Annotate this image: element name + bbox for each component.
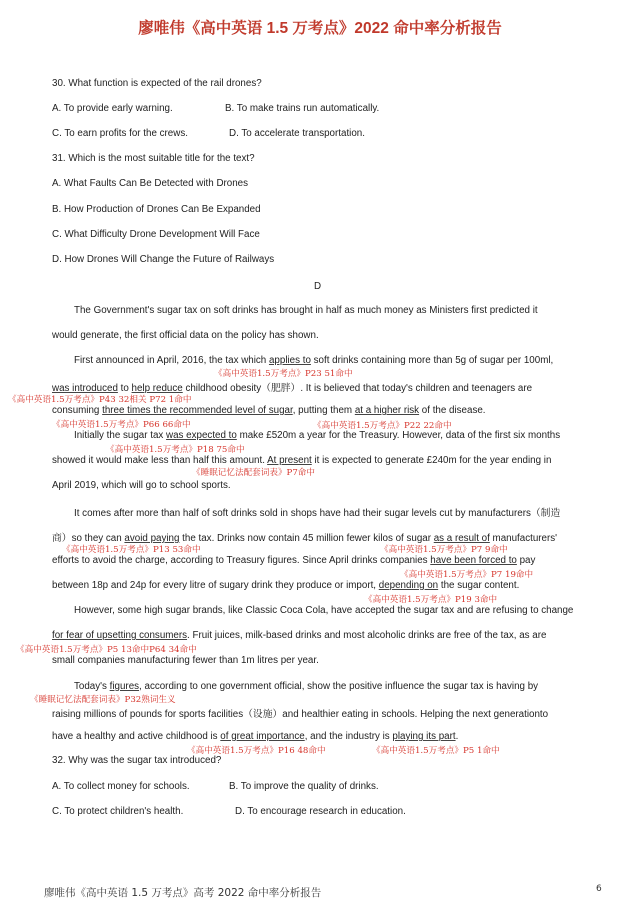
highlight-phrase: was introduced bbox=[52, 383, 118, 394]
question-30-option-a: A. To provide early warning. bbox=[52, 103, 173, 114]
question-32-option-d: D. To encourage research in education. bbox=[235, 806, 406, 817]
hit-note: 《高中英语1.5万考点》P5 1命中 bbox=[372, 746, 500, 756]
highlight-phrase: as a result of bbox=[433, 533, 490, 544]
highlight-phrase: have been forced to bbox=[430, 555, 517, 566]
passage-line: First announced in April, 2016, the tax which applies to soft drinks containing more than 5g of sugar per 100ml, bbox=[74, 355, 554, 366]
passage-line: small companies manufacturing fewer than 1m litres per year. bbox=[52, 655, 319, 666]
question-32-option-a: A. To collect money for schools. bbox=[52, 781, 190, 792]
passage-line: raising millions of pounds for sports facilities（设施）and healthier eating in schools. Helping the next generationto bbox=[52, 709, 549, 720]
highlight-phrase: three times the recommended level of sugar bbox=[102, 405, 293, 416]
question-32-option-c: C. To protect children's health. bbox=[52, 806, 184, 817]
hit-note: 《高中英语1.5万考点》P18 75命中 bbox=[106, 445, 245, 455]
question-31-option-b: B. How Production of Drones Can Be Expanded bbox=[52, 204, 261, 215]
question-31-stem: 31. Which is the most suitable title for the text? bbox=[52, 153, 255, 164]
highlight-phrase: was expected to bbox=[166, 430, 237, 441]
passage-line: between 18p and 24p for every litre of sugary drink they produce or import, depending on the sugar content. bbox=[52, 580, 520, 591]
hit-note: 《高中英语1.5万考点》P16 48命中 bbox=[187, 746, 326, 756]
hit-note: 《高中英语1.5万考点》P5 13命中P64 34命中 bbox=[16, 645, 197, 655]
highlight-phrase: playing its part bbox=[392, 731, 456, 742]
question-31-option-d: D. How Drones Will Change the Future of Railways bbox=[52, 254, 275, 265]
passage-line: It comes after more than half of soft drinks sold in shops have had their sugar levels cut by manufacturers（制造 bbox=[74, 508, 561, 519]
passage-line: 商）so they can avoid paying the tax. Drinks now contain 45 million fewer kilos of sugar as a result of manufacturers' bbox=[52, 533, 558, 544]
highlight-phrase: At present bbox=[267, 455, 312, 466]
highlight-phrase: for fear of upsetting consumers bbox=[52, 630, 188, 641]
passage-line: efforts to avoid the charge, according to Treasury figures. Since April drinks companies have been forced to pay bbox=[52, 555, 536, 566]
question-30-option-c: C. To earn profits for the crews. bbox=[52, 128, 188, 139]
hit-note: 《高中英语1.5万考点》P22 22命中 bbox=[313, 421, 452, 431]
question-31-option-c: C. What Difficulty Drone Development Will Face bbox=[52, 229, 260, 240]
passage-line: Initially the sugar tax was expected to make £520m a year for the Treasury. However, data of the first six months bbox=[74, 430, 561, 441]
highlight-phrase: depending on bbox=[378, 580, 439, 591]
hit-note: 《睡眠记忆法配套词表》P7命中 bbox=[192, 468, 315, 478]
hit-note: 《高中英语1.5万考点》P7 9命中 bbox=[380, 545, 508, 555]
passage-line: would generate, the first official data on the policy has shown. bbox=[52, 330, 319, 341]
highlight-phrase: figures bbox=[109, 681, 140, 692]
footer-text: 廖唯伟《高中英语 1.5 万考点》高考 2022 命中率分析报告 bbox=[44, 887, 322, 899]
hit-note: 《高中英语1.5万考点》P19 3命中 bbox=[364, 595, 498, 605]
highlight-phrase: at a higher risk bbox=[354, 405, 420, 416]
highlight-phrase: avoid paying bbox=[124, 533, 180, 544]
question-31-option-a: A. What Faults Can Be Detected with Drones bbox=[52, 178, 249, 189]
passage-line: Today's figures, according to one government official, show the positive influence the sugar tax is having by bbox=[74, 681, 539, 692]
hit-note: 《高中英语1.5万考点》P13 53命中 bbox=[62, 545, 201, 555]
highlight-phrase: help reduce bbox=[131, 383, 183, 394]
hit-note: 《高中英语1.5万考点》P7 19命中 bbox=[400, 570, 534, 580]
question-32-option-b: B. To improve the quality of drinks. bbox=[229, 781, 379, 792]
page-number: 6 bbox=[596, 884, 602, 894]
page-title: 廖唯伟《高中英语 1.5 万考点》2022 命中率分析报告 bbox=[138, 20, 502, 37]
question-32-stem: 32. Why was the sugar tax introduced? bbox=[52, 755, 222, 766]
passage-line: consuming three times the recommended level of sugar, putting them at a higher risk of the disease. bbox=[52, 405, 486, 416]
passage-line: for fear of upsetting consumers. Fruit juices, milk-based drinks and most alcoholic drinks are free of the tax, as are bbox=[52, 630, 547, 641]
highlight-phrase: of great importance bbox=[220, 731, 305, 742]
highlight-phrase: applies to bbox=[268, 355, 311, 366]
passage-line: was introduced to help reduce childhood obesity（肥胖）. It is believed that today's children and teenagers are bbox=[52, 383, 533, 394]
passage-line: showed it would make less than half this amount. At present it is expected to generate £240m for the year ending in bbox=[52, 455, 552, 466]
question-30-option-b: B. To make trains run automatically. bbox=[225, 103, 380, 114]
passage-line: However, some high sugar brands, like Classic Coca Cola, have accepted the sugar tax and are refusing to change bbox=[74, 605, 574, 616]
passage-line: The Government's sugar tax on soft drinks has brought in half as much money as Ministers first predicted it bbox=[74, 305, 538, 316]
hit-note: 《高中英语1.5万考点》P43 32相关 P72 1命中 bbox=[8, 395, 192, 405]
hit-note: 《高中英语1.5万考点》P23 51命中 bbox=[214, 369, 353, 379]
section-label: D bbox=[314, 281, 322, 292]
hit-note: 《睡眠记忆法配套词表》P32熟词生义 bbox=[30, 695, 176, 705]
hit-note: 《高中英语1.5万考点》P66 66命中 bbox=[52, 420, 191, 430]
question-30-option-d: D. To accelerate transportation. bbox=[229, 128, 365, 139]
passage-line: have a healthy and active childhood is of great importance, and the industry is playing its part. bbox=[52, 731, 459, 742]
question-30-stem: 30. What function is expected of the rail drones? bbox=[52, 78, 262, 89]
passage-line: April 2019, which will go to school sports. bbox=[52, 480, 231, 491]
